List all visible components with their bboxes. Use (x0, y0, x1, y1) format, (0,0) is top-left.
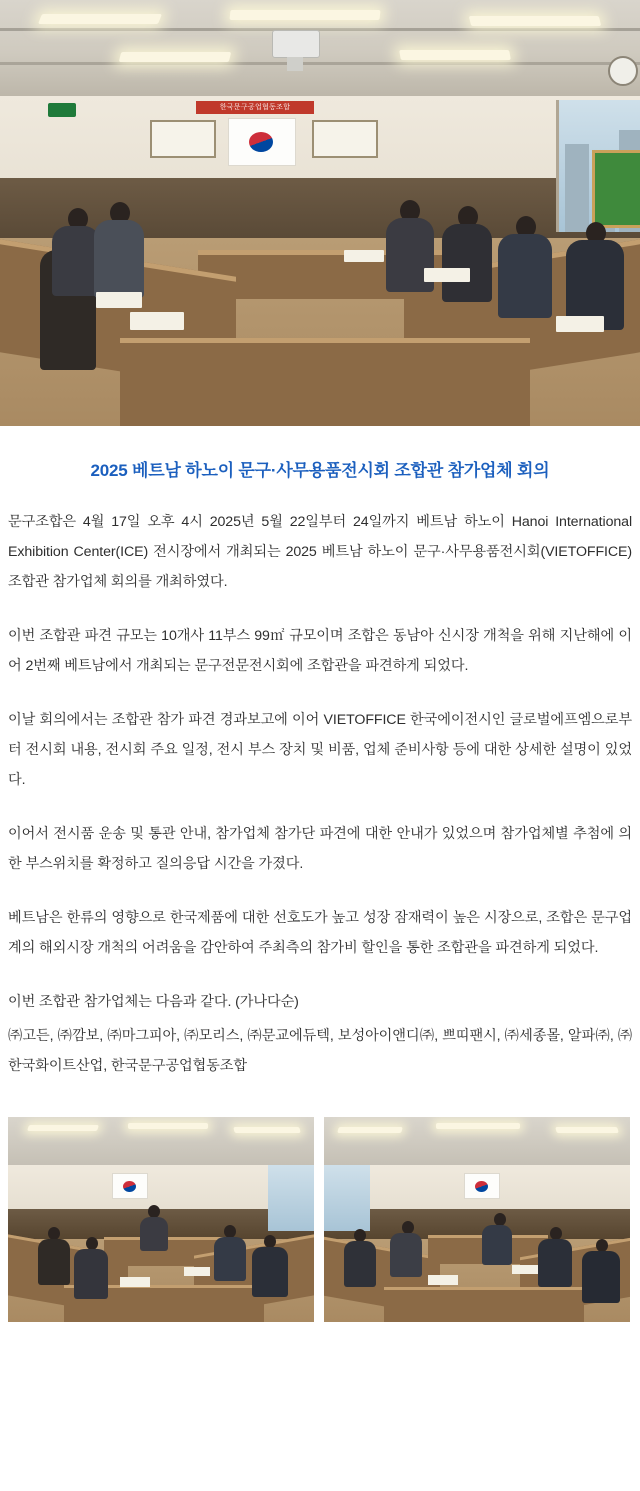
korean-flag (228, 118, 296, 166)
building-silhouette (565, 144, 589, 232)
meeting-room-wide-photo (0, 0, 640, 426)
ceiling-light (436, 1123, 520, 1129)
document-paper (556, 316, 604, 332)
attendee (252, 1247, 288, 1297)
document-paper (130, 312, 184, 330)
attendee (38, 1239, 70, 1285)
attendee (94, 220, 144, 298)
attendee (140, 1217, 168, 1251)
wall-clock (608, 56, 638, 86)
meeting-photo-left (8, 1117, 314, 1322)
paragraph-1: 문구조합은 4월 17일 오후 4시 2025년 5월 22일부터 24일까지 베트남 하노이 Hanoi International Exhibition Center(ICE) 전시장에서 개최되는 2025 베트남 하노이 문구·사무용품전시회(VIETOFFICE) 조합관 참가업체 회의를 개최하였다. (8, 514, 632, 590)
ceiling-light (399, 50, 511, 60)
conference-table (120, 338, 530, 426)
document-paper (428, 1275, 458, 1285)
attendee (52, 226, 100, 296)
ceiling-light (27, 1125, 99, 1131)
flag-taegeuk (123, 1181, 136, 1192)
green-board (592, 150, 640, 228)
ceiling-light (337, 1127, 403, 1133)
ceiling-light (555, 1127, 619, 1133)
ceiling-light (119, 52, 231, 62)
paragraph-4: 이어서 전시품 운송 및 통관 안내, 참가업체 참가단 파견에 대한 안내가 있었으며 참가업체별 추첨에 의한 부스위치를 확정하고 질의응답 시간을 가졌다. (8, 826, 632, 872)
attendee (390, 1233, 422, 1277)
document-paper (344, 250, 384, 262)
attendee (538, 1239, 572, 1287)
attendee (442, 224, 492, 302)
korean-flag (112, 1173, 148, 1199)
attendee (582, 1251, 620, 1303)
attendee (498, 234, 552, 318)
document-paper (96, 292, 142, 308)
document-paper (120, 1277, 150, 1287)
window (324, 1165, 370, 1231)
flag-taegeuk (475, 1181, 488, 1192)
document-paper (424, 268, 470, 282)
wall-frame (312, 120, 378, 158)
ceiling-light (38, 14, 162, 24)
ceiling-light (233, 1127, 300, 1133)
flag-taegeuk (249, 132, 273, 152)
attendee (214, 1237, 246, 1281)
attendee (482, 1225, 512, 1265)
participants-list: ㈜고든, ㈜깜보, ㈜마그피아, ㈜모리스, ㈜문교에듀텍, 보성아이앤디㈜, 쁘띠팬시, ㈜세종몰, 알파㈜, ㈜한국화이트산업, 한국문구공업협동조합 (8, 1028, 632, 1074)
page-title: 2025 베트남 하노이 문구·사무용품전시회 조합관 참가업체 회의 (90, 461, 550, 480)
ceiling-light (469, 16, 601, 26)
participants-intro: 이번 조합관 참가업체는 다음과 같다. (가나다순) (8, 994, 299, 1010)
paragraph-2: 이번 조합관 파견 규모는 10개사 11부스 99㎡ 규모이며 조합은 동남아 신시장 개척을 위해 지난해에 이어 2번째 베트남에서 개최되는 문구전문전시회에 조합관을 파견하게 되었다. (8, 628, 632, 674)
ceiling-light (128, 1123, 208, 1129)
wall-banner: 한국문구공업협동조합 (196, 101, 314, 114)
photo-gallery (0, 1105, 640, 1338)
window (268, 1165, 314, 1231)
ceiling-light (229, 10, 380, 20)
attendee (74, 1249, 108, 1299)
conference-table (384, 1287, 584, 1322)
document-paper (184, 1267, 210, 1276)
exit-sign (48, 103, 76, 117)
paragraph-5: 베트남은 한류의 영향으로 한국제품에 대한 선호도가 높고 성장 잠재력이 높은 시장으로, 조합은 문구업계의 해외시장 개척의 어려움을 감안하여 주최측의 참가비 할인을 통한 조합관을 파견하게 되었다. (8, 910, 632, 956)
document-paper (512, 1265, 538, 1274)
paragraph-3: 이날 회의에서는 조합관 참가 파견 경과보고에 이어 VIETOFFICE 한국에이전시인 글로벌에프엠으로부터 전시회 내용, 전시회 주요 일정, 전시 부스 장치 및 비품, 업체 준비사항 등에 대한 상세한 설명이 있었다. (8, 712, 632, 788)
article-body (0, 426, 640, 1105)
wall-frame (150, 120, 216, 158)
projector (272, 30, 320, 58)
korean-flag (464, 1173, 500, 1199)
attendee (344, 1241, 376, 1287)
meeting-photo-right (324, 1117, 630, 1322)
